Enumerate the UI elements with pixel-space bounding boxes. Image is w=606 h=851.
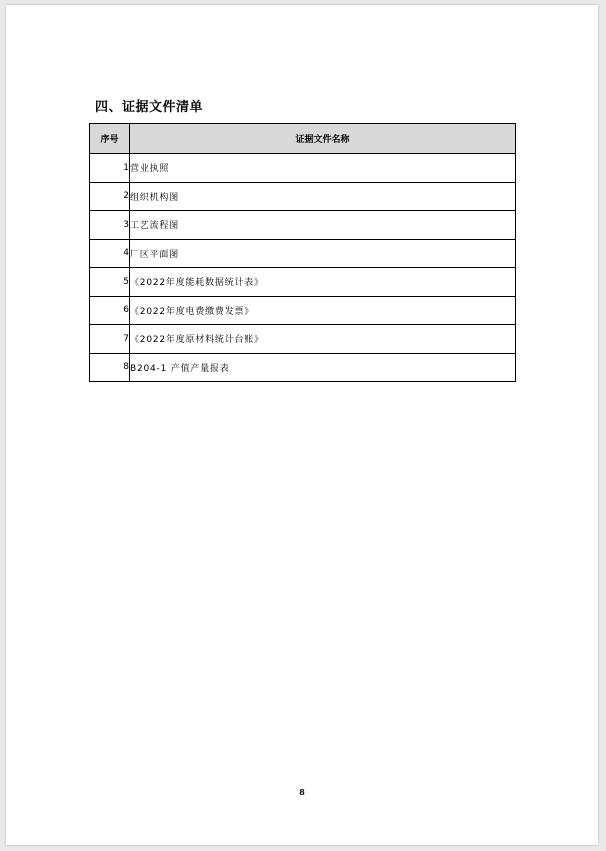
evidence-file-table [89, 123, 516, 382]
row-file-name: 《2022年度原材料统计台账》 [130, 325, 516, 354]
row-file-name: 《2022年度电费缴费发票》 [130, 296, 516, 325]
table-row [90, 154, 516, 183]
document-page [6, 5, 598, 845]
header-serial-number: 序号 [90, 124, 130, 154]
table-row [90, 296, 516, 325]
table-row [90, 325, 516, 354]
page-number: 8 [299, 787, 305, 797]
section-title: 四、证据文件清单 [95, 100, 204, 115]
table-row [90, 182, 516, 211]
row-number: 3 [90, 211, 130, 240]
row-file-name: B204-1 产值产量报表 [130, 353, 516, 382]
row-number: 5 [90, 268, 130, 297]
table-row [90, 353, 516, 382]
row-number: 1 [90, 154, 130, 183]
row-number: 6 [90, 296, 130, 325]
row-number: 2 [90, 182, 130, 211]
row-file-name: 厂区平面图 [130, 239, 516, 268]
table-row [90, 211, 516, 240]
table-row [90, 239, 516, 268]
row-number: 4 [90, 239, 130, 268]
row-number: 7 [90, 325, 130, 354]
table-header-row [90, 124, 516, 154]
row-file-name: 营业执照 [130, 154, 516, 183]
header-file-name: 证据文件名称 [130, 124, 516, 154]
table-row [90, 268, 516, 297]
row-file-name: 工艺流程图 [130, 211, 516, 240]
row-file-name: 组织机构图 [130, 182, 516, 211]
row-file-name: 《2022年度能耗数据统计表》 [130, 268, 516, 297]
row-number: 8 [90, 353, 130, 382]
